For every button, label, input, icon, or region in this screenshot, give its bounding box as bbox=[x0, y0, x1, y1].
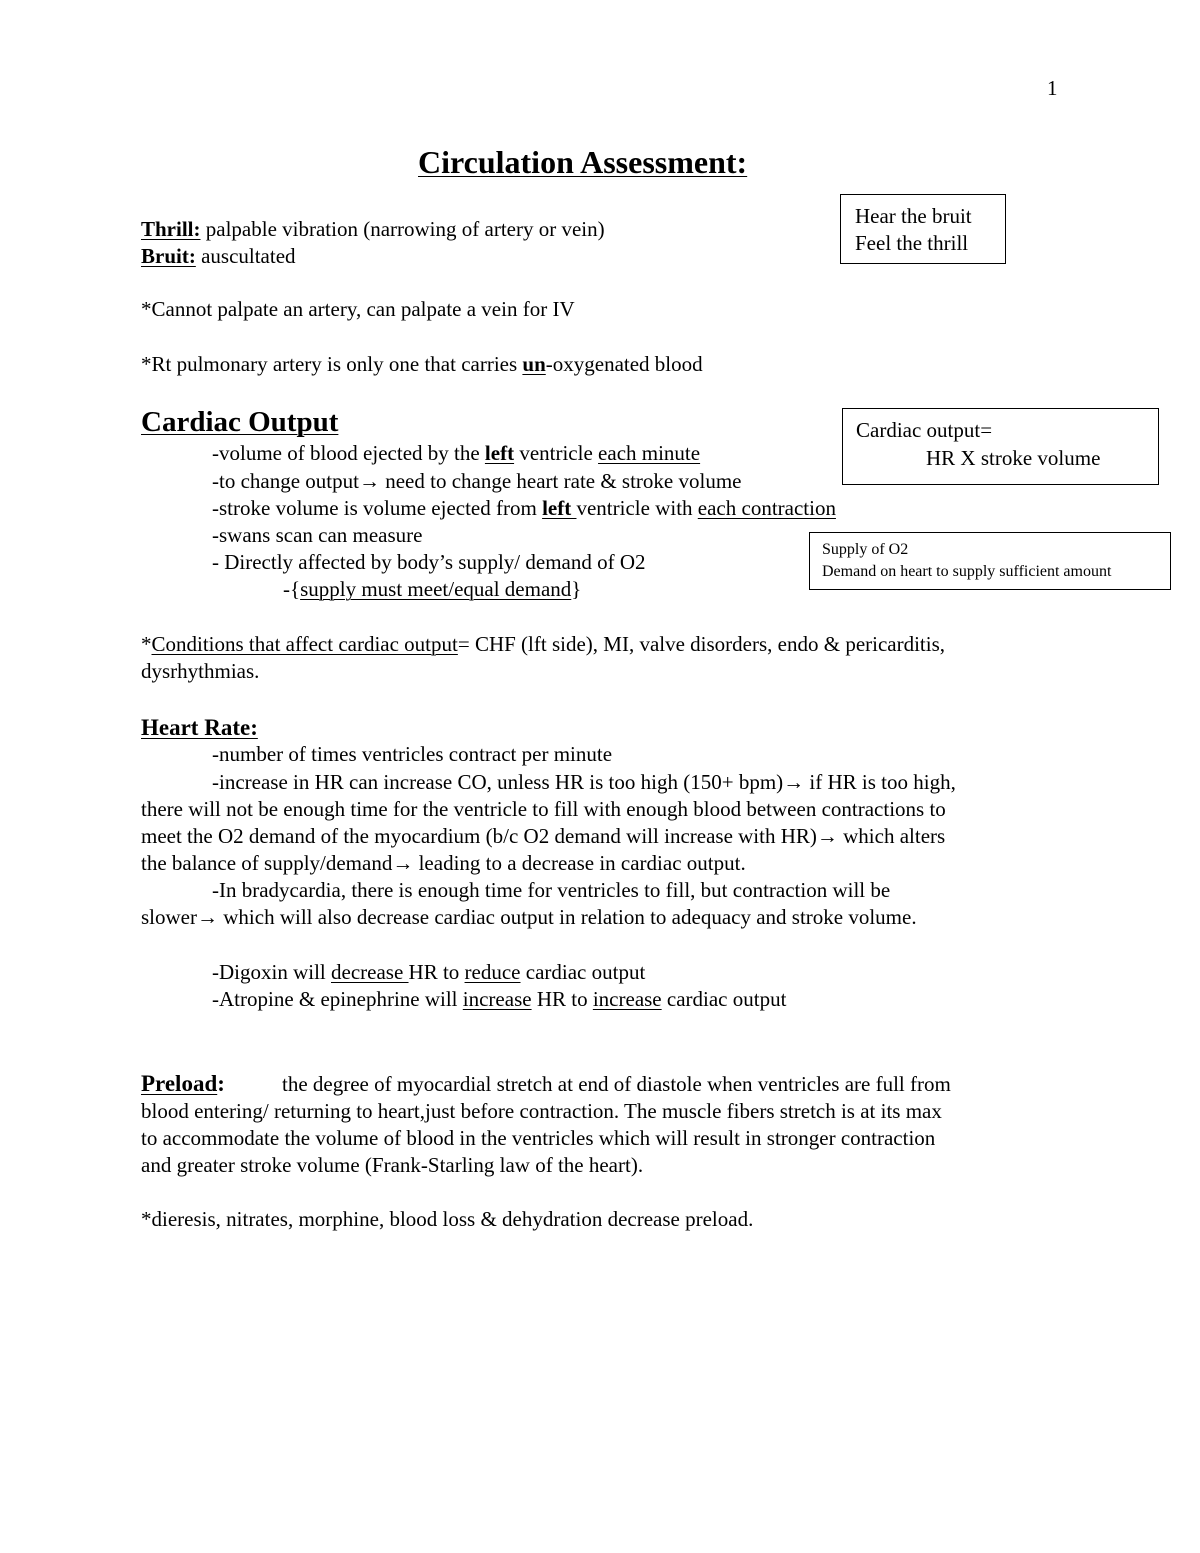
box-line: Cardiac output= bbox=[856, 418, 993, 442]
text: -stroke volume is volume ejected from bbox=[212, 496, 543, 520]
underlined: increase bbox=[462, 987, 532, 1011]
text: -Digoxin will bbox=[212, 960, 331, 984]
bruit-thrill-box bbox=[840, 194, 1006, 264]
text: HR to bbox=[408, 960, 465, 984]
note-emphasis: un bbox=[522, 352, 546, 376]
bruit-line bbox=[141, 246, 296, 267]
section-heading-cardiac-output: Cardiac Output bbox=[141, 406, 339, 438]
text: } bbox=[571, 577, 582, 601]
arrow-icon: → bbox=[783, 770, 805, 794]
text: -to change output bbox=[212, 469, 359, 493]
box-line: Hear the bruit bbox=[855, 204, 972, 228]
hr-line bbox=[212, 772, 956, 793]
box-line: Feel the thrill bbox=[855, 231, 969, 255]
thrill-definition: palpable vibration (narrowing of artery or vein) bbox=[200, 217, 605, 241]
page-title: Circulation Assessment: bbox=[418, 144, 748, 180]
box-line: HR X stroke volume bbox=[926, 446, 1101, 470]
note-text: *Rt pulmonary artery is only one that carries bbox=[141, 352, 523, 376]
underlined: each minute bbox=[598, 441, 701, 465]
text: need to change heart rate & stroke volume bbox=[379, 469, 742, 493]
bruit-definition: auscultated bbox=[195, 244, 296, 268]
co-bullet bbox=[212, 443, 700, 464]
cardiac-output-formula-box bbox=[842, 408, 1159, 485]
hr-line bbox=[141, 907, 917, 928]
box-line: Supply of O2 bbox=[822, 541, 909, 558]
hr-line bbox=[141, 826, 945, 847]
emphasis: left bbox=[484, 441, 515, 465]
arrow-icon: → bbox=[197, 905, 218, 929]
arrow-icon: → bbox=[358, 469, 380, 493]
text: cardiac output bbox=[661, 987, 787, 1011]
hr-line bbox=[141, 853, 746, 874]
thrill-line bbox=[141, 219, 605, 240]
note-palpate: *Cannot palpate an artery, can palpate a vein for IV bbox=[141, 297, 575, 321]
note-text: -oxygenated blood bbox=[545, 352, 703, 376]
text: slower bbox=[141, 905, 197, 929]
preload-note: *dieresis, nitrates, morphine, blood loss & dehydration decrease preload. bbox=[141, 1207, 754, 1231]
underlined: Conditions that affect cardiac output bbox=[151, 632, 458, 656]
text: which alters bbox=[837, 824, 946, 848]
text: HR to bbox=[531, 987, 593, 1011]
bruit-term: Bruit: bbox=[141, 244, 196, 268]
text: if HR is too high, bbox=[804, 770, 956, 794]
hr-line: there will not be enough time for the ventricle to fill with enough blood between contractions to bbox=[141, 797, 946, 821]
box-line: Demand on heart to supply sufficient amount bbox=[822, 563, 1112, 580]
text: = CHF (lft side), MI, valve disorders, endo & pericarditis, bbox=[457, 632, 946, 656]
text: * bbox=[141, 632, 152, 656]
text: -Atropine & epinephrine will bbox=[212, 987, 463, 1011]
preload-line: the degree of myocardial stretch at end of diastole when ventricles are full from bbox=[282, 1072, 951, 1096]
co-bullet: - Directly affected by body’s supply/ demand of O2 bbox=[212, 550, 646, 574]
heading-colon: : bbox=[217, 1071, 225, 1096]
co-bullet bbox=[283, 579, 581, 600]
conditions-line: dysrhythmias. bbox=[141, 659, 260, 683]
page-number: 1 bbox=[1047, 76, 1058, 100]
text: -{ bbox=[283, 577, 301, 601]
text: cardiac output bbox=[520, 960, 646, 984]
text: -increase in HR can increase CO, unless HR is too high (150+ bpm) bbox=[212, 770, 784, 794]
underlined: each contraction bbox=[697, 496, 836, 520]
o2-supply-box bbox=[809, 532, 1171, 590]
underlined: decrease bbox=[331, 960, 409, 984]
text: leading to a decrease in cardiac output. bbox=[413, 851, 746, 875]
preload-heading-line bbox=[141, 1072, 225, 1095]
hr-line: -number of times ventricles contract per minute bbox=[212, 742, 613, 766]
co-bullet bbox=[212, 471, 742, 492]
preload-line: to accommodate the volume of blood in the ventricles which will result in stronger contraction bbox=[141, 1126, 936, 1150]
hr-digoxin-line bbox=[212, 962, 645, 983]
co-bullet bbox=[212, 498, 836, 519]
section-heading-heart-rate: Heart Rate: bbox=[141, 715, 258, 740]
emphasis: left bbox=[542, 496, 577, 520]
underlined: increase bbox=[592, 987, 662, 1011]
text: meet the O2 demand of the myocardium (b/c O2 demand will increase with HR) bbox=[141, 824, 817, 848]
text: which will also decrease cardiac output in relation to adequacy and stroke volume. bbox=[218, 905, 917, 929]
text: -volume of blood ejected by the bbox=[212, 441, 485, 465]
hr-line: -In bradycardia, there is enough time for ventricles to fill, but contraction will be bbox=[212, 878, 891, 902]
arrow-icon: → bbox=[816, 824, 838, 848]
underlined: reduce bbox=[464, 960, 521, 984]
co-bullet: -swans scan can measure bbox=[212, 523, 423, 547]
thrill-term: Thrill: bbox=[141, 217, 201, 241]
note-pulmonary bbox=[141, 354, 703, 375]
preload-line: and greater stroke volume (Frank-Starling law of the heart). bbox=[141, 1153, 644, 1177]
hr-atropine-line bbox=[212, 989, 786, 1010]
section-heading-preload: Preload bbox=[141, 1071, 218, 1096]
underlined: supply must meet/equal demand bbox=[300, 577, 572, 601]
text: ventricle with bbox=[576, 496, 698, 520]
conditions-line bbox=[141, 634, 945, 655]
text: the balance of supply/demand bbox=[141, 851, 393, 875]
text: ventricle bbox=[514, 441, 599, 465]
preload-line: blood entering/ returning to heart,just before contraction. The muscle fibers stretch is at its max bbox=[141, 1099, 942, 1123]
arrow-icon: → bbox=[392, 851, 414, 875]
